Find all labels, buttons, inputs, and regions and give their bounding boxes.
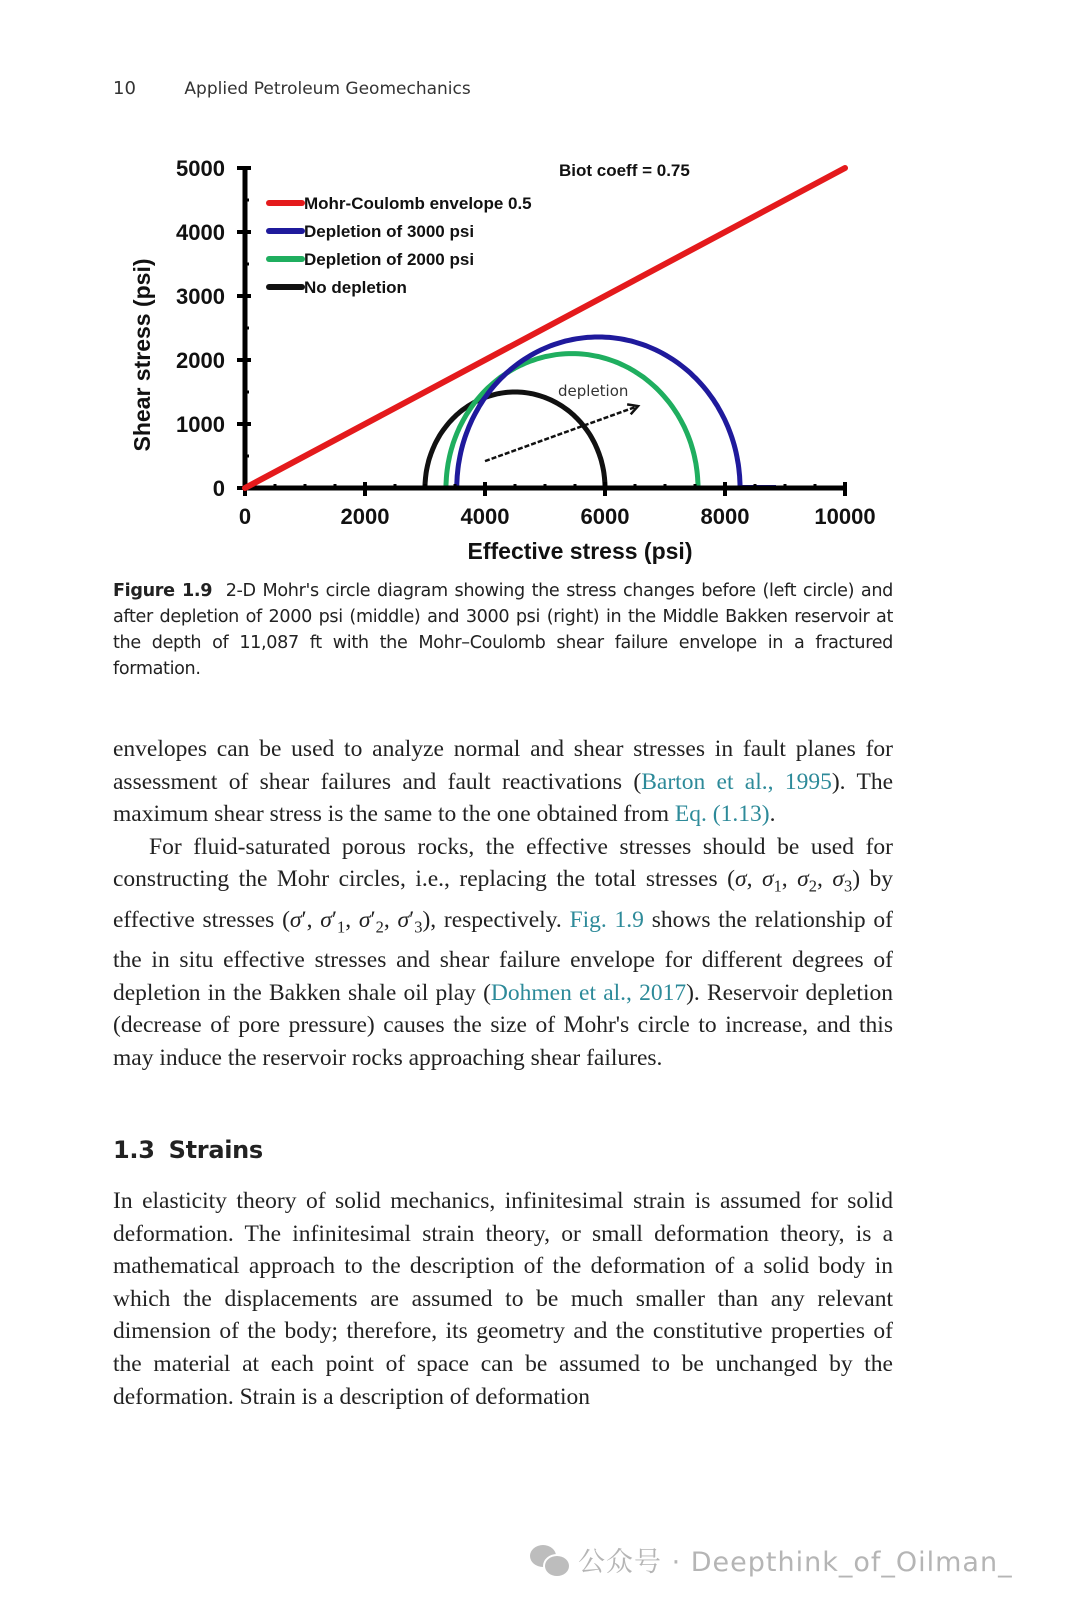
watermark: [530, 1540, 1013, 1579]
depletion-arrow-shaft: [485, 406, 638, 461]
chart-legend: [269, 194, 532, 297]
paragraph-2: For fluid-saturated porous rocks, the effective stresses should be used for constructing the Mohr circles, i.e., replacing the total stresses (σ, $\sigma_1$, $\sigma_2$, $\sigma_3$) by effective stresses (σ′, $\sigma'_1$, $\sigma'_2$, $\sigma'_3$), respectively. Fig. 1.9 shows the relationship of the in situ effective stresses and shear failure envelope for different degrees of depletion in the Bakken shale oil play (Dohmen et al., 2017). Reservoir depletion (decrease of pore pressure) causes the size of Mohr's circle to increase, and this may induce the reservoir rocks approaching shear failures.: [113, 833, 894, 1071]
wechat-icon: [530, 1543, 570, 1577]
y-tick-label: 5000: [176, 156, 225, 181]
legend-label: Depletion of 3000 psi: [304, 222, 475, 241]
y-tick-label: 0: [212, 476, 225, 501]
legend-label: No depletion: [304, 278, 407, 297]
book-title: Applied Petroleum Geomechanics: [184, 79, 471, 99]
paragraph-1: envelopes can be used to analyze normal and shear stresses in fault planes for assessment of shear failures and fault reactivations (Barton et al., 1995). The maximum shear stress is the same to the one obtained from Eq. (1.13).: [113, 736, 893, 828]
equation-link[interactable]: Eq. (1.13): [674, 801, 770, 828]
figure-link[interactable]: Fig. 1.9: [569, 906, 644, 933]
x-tick-label: 2000: [340, 504, 390, 529]
figure-label: Figure 1.9: [113, 581, 213, 601]
running-head: [113, 78, 471, 99]
citation-link-dohmen[interactable]: Dohmen et al., 2017: [490, 979, 687, 1006]
mohr-circle-depletion-of-2000-psi: [446, 354, 698, 488]
body-paragraphs: [113, 733, 893, 1074]
section-title: Strains: [168, 1136, 263, 1164]
watermark-text: 公众号 · Deepthink_of_Oilman_: [578, 1547, 1013, 1578]
figure-caption: [113, 578, 893, 682]
mohr-circle-chart: [0, 140, 1080, 580]
page-number: 10: [113, 78, 136, 99]
depletion-annotation: depletion: [558, 382, 629, 400]
caption-text: 2-D Mohr's circle diagram showing the stress changes before (left circle) and after depletion of 2000 psi (middle) and 3000 psi (right) in the Middle Bakken reservoir at the depth of 11,087 ft with the Mohr–Coulomb shear failure envelope in a fractured formation.: [113, 581, 893, 679]
biot-annotation: Biot coeff = 0.75: [559, 161, 690, 180]
y-axis-label: Shear stress (psi): [129, 258, 155, 452]
x-tick-label: 6000: [580, 504, 630, 529]
y-tick-label: 3000: [176, 284, 225, 309]
x-tick-label: 10000: [814, 504, 876, 529]
x-axis-label: Effective stress (psi): [467, 538, 693, 564]
y-tick-label: 2000: [176, 348, 225, 373]
y-tick-label: 4000: [176, 220, 225, 245]
legend-label: Depletion of 2000 psi: [304, 250, 475, 269]
section-body: [113, 1185, 893, 1413]
y-tick-label: 1000: [176, 412, 225, 437]
legend-label: Mohr-Coulomb envelope 0.5: [304, 194, 532, 213]
x-tick-label: 0: [238, 504, 252, 529]
x-tick-label: 8000: [700, 504, 750, 529]
citation-link-barton[interactable]: Barton et al., 1995: [641, 768, 832, 795]
section-heading: [113, 1136, 263, 1164]
paragraph-3: In elasticity theory of solid mechanics, infinitesimal strain is assumed for solid deformation. The infinitesimal strain theory, or small deformation theory, is a mathematical approach to the description of the deformation of a solid body in which the displacements are assumed to be much smaller than any relevant dimension of the body; therefore, its geometry and the constitutive properties of the material at each point of space can be assumed to be unchanged by the deformation. Strain is a description of deformation: [113, 1188, 893, 1410]
section-number: 1.3: [113, 1136, 155, 1164]
x-tick-label: 4000: [460, 504, 510, 529]
